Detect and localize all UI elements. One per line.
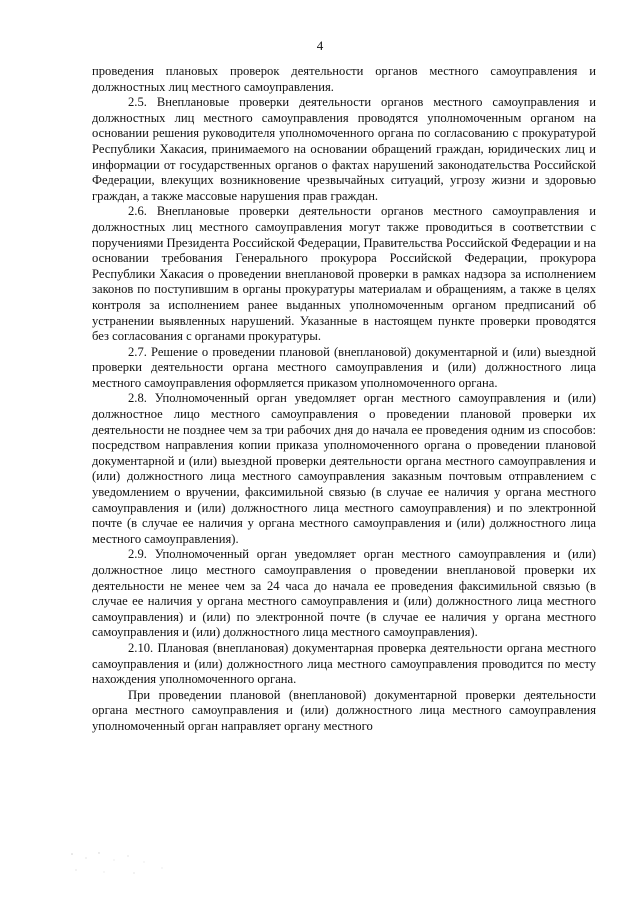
scan-artifact	[64, 848, 184, 878]
document-body	[92, 64, 596, 735]
paragraph-2-10: 2.10. Плановая (внеплановая) документарная проверка деятельности органа местного самоуправления и (или) должностного лица местного самоуправления проводится по месту нахождения уполномоченного органа.	[92, 640, 596, 687]
paragraph-continuation: проведения плановых проверок деятельности органов местного самоуправления и должностных лиц местного самоуправления.	[92, 64, 596, 94]
page-number: 4	[316, 38, 324, 53]
paragraph-2-6: 2.6. Внеплановые проверки деятельности органов местного самоуправления и должностных лиц местного самоуправления могут также проводиться в соответствии с поручениями Президента Российской Федерации, Правительства Российской Федерации и на основании требования Генерального прокурора Российской Федерации, прокурора Республики Хакасия о проведении внеплановой проверки в рамках надзора за исполнением законов по поступившим в органы прокуратуры материалам и обращениям, а также в целях контроля за исполнением ранее выданных уполномоченным органом предписаний об устранении выявленных нарушений. Указанные в настоящем пункте проверки проводятся без согласования с органами прокуратуры.	[92, 204, 596, 344]
paragraph-2-7: 2.7. Решение о проведении плановой (внеплановой) документарной и (или) выездной проверки деятельности органа местного самоуправления и (или) должностного лица местного самоуправления оформляется приказом уполномоченного органа.	[92, 344, 596, 390]
paragraph-2-5: 2.5. Внеплановые проверки деятельности органов местного самоуправления и должностных лиц местного самоуправления проводятся уполномоченным органом на основании решения руководителя уполномоченного органа по согласованию с прокуратурой Республики Хакасия, принимаемого на основании обращений граждан, юридических лиц и информации от государственных органов о фактах нарушений законодательства Российской Федерации, влекущих возникновение чрезвычайных ситуаций, угрозу жизни и здоровью граждан, а также массовые нарушения прав граждан.	[92, 95, 596, 203]
paragraph-2-8: 2.8. Уполномоченный орган уведомляет орган местного самоуправления и (или) должностное лицо местного самоуправления о проведении плановой проверки их деятельности не позднее чем за три рабочих дня до начала ее проведения одним из способов: посредством направления копии приказа уполномоченного органа о проведении плановой документарной и (или) выездной проверки деятельности органа местного самоуправления и (или) должностного лица местного самоуправления заказным почтовым отправлением с уведомлением о вручении, факсимильной связью (в случае ее наличия у органа местного самоуправления и (или) должностного лица местного самоуправления) и по электронной почте (в случае ее наличия у органа местного самоуправления и (или) должностного лица местного самоуправления).	[92, 391, 596, 546]
paragraph-2-9: 2.9. Уполномоченный орган уведомляет орган местного самоуправления и (или) должностное лицо местного самоуправления о проведении внеплановой проверки их деятельности не менее чем за 24 часа до начала ее проведения факсимильной связью (в случае ее наличия у органа местного самоуправления и (или) должностного лица местного самоуправления) и (или) по электронной почте (в случае ее наличия у органа местного самоуправления и (или) должностного лица местного самоуправления).	[92, 547, 596, 640]
paragraph-documentary-check: При проведении плановой (внеплановой) документарной проверки деятельности органа местного самоуправления и (или) должностного лица местного самоуправления уполномоченный орган направляет органу местного	[92, 687, 596, 733]
